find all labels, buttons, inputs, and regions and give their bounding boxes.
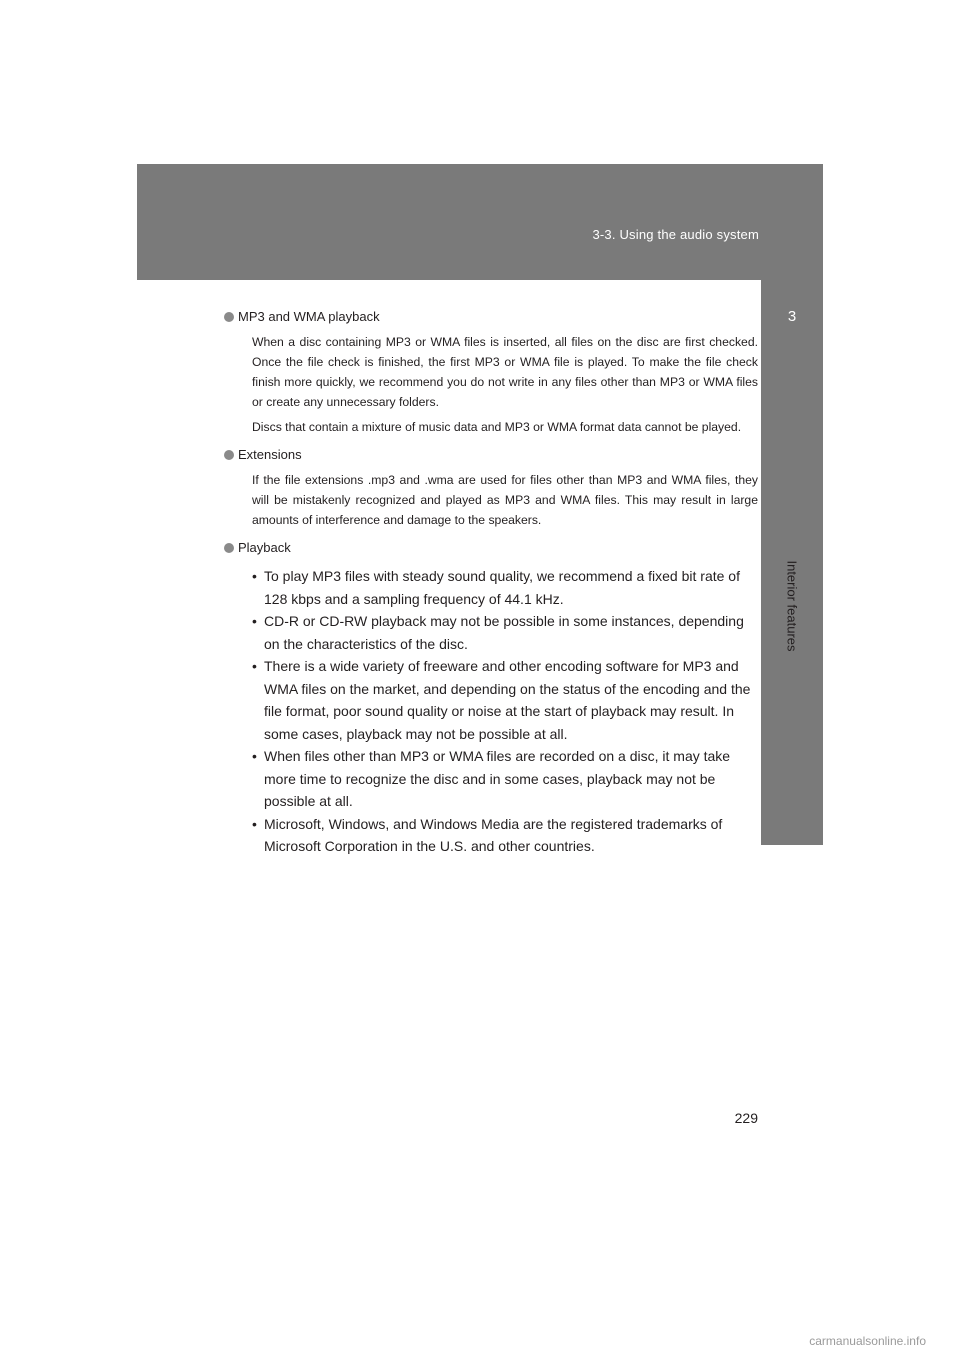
section-title: 3-3. Using the audio system <box>592 227 759 242</box>
bullet-dot-icon <box>224 543 234 553</box>
list-item: • Microsoft, Windows, and Windows Media are the registered trademarks of Microsoft Corporation in the U.S. and other countries. <box>252 813 758 858</box>
watermark-text: carmanualsonline.info <box>809 1334 926 1348</box>
paragraph: If the file extensions .mp3 and .wma are used for files other than MP3 and WMA files, they will be mistakenly recognized and played as MP3 and WMA files. This may result in large amounts of interference and damage to the speakers. <box>252 473 758 527</box>
bullet-dot-icon <box>224 312 234 322</box>
section-extensions <box>238 445 758 530</box>
chapter-number: 3 <box>787 308 797 325</box>
section-heading: MP3 and WMA playback <box>238 309 380 324</box>
section-heading: Extensions <box>238 447 302 462</box>
list-item: • When files other than MP3 or WMA files are recorded on a disc, it may take more time to recognize the disc and in some cases, playback may not be possible at all. <box>252 745 758 813</box>
list-item: • CD-R or CD-RW playback may not be possible in some instances, depending on the characteristics of the disc. <box>252 610 758 655</box>
paragraph: Discs that contain a mixture of music data and MP3 or WMA format data cannot be played. <box>252 420 742 434</box>
chapter-header-band <box>137 164 823 280</box>
section-mp3-wma-playback <box>238 307 758 437</box>
playback-list <box>252 565 758 858</box>
paragraph: When a disc containing MP3 or WMA files is inserted, all files on the disc are first checked. Once the file check is finished, the first MP3 or WMA file is played. To make the file check finish more quickly, we recommend you do not write in any files other than MP3 or WMA files or create any unnecessary folders. <box>252 335 758 409</box>
section-playback <box>238 538 758 858</box>
chapter-label: Interior features <box>784 560 800 652</box>
chapter-side-tab <box>761 280 823 845</box>
bullet-dot-icon <box>224 450 234 460</box>
list-item: • To play MP3 files with steady sound quality, we recommend a fixed bit rate of 128 kbps and a sampling frequency of 44.1 kHz. <box>252 565 758 610</box>
page-content <box>238 307 758 858</box>
section-heading: Playback <box>238 540 291 555</box>
page-number: 229 <box>734 1110 758 1126</box>
list-item: • There is a wide variety of freeware and other encoding software for MP3 and WMA files on the market, and depending on the status of the encoding and the file format, poor sound quality or noise at the start of playback may result. In some cases, playback may not be possible at all. <box>252 655 758 745</box>
